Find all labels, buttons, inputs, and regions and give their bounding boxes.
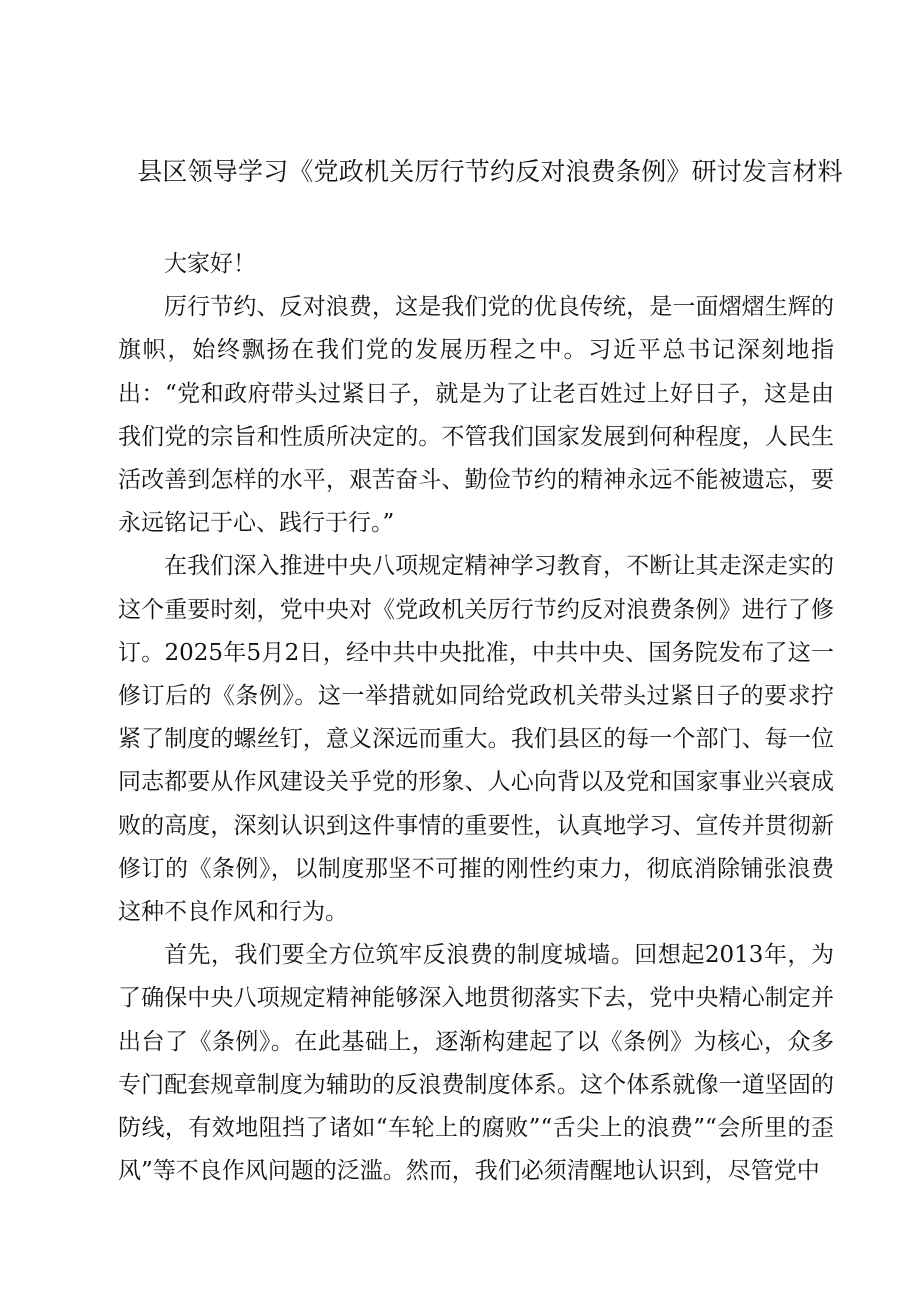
paragraph-3: 首先，我们要全方位筑牢反浪费的制度城墙。回想起2013年，为了确保中央八项规定精神能够深入地贯彻落实下去，党中央精心制定并出台了《条例》。在此基础上，逐渐构建起了以《条例》为核心，众多专门配套规章制度为辅助的反浪费制度体系。这个体系就像一道坚固的防线，有效地阻挡了诸如“车轮上的腐败”“舌尖上的浪费”“会所里的歪风”等不良作风问题的泛滥。然而，我们必须清醒地认识到，尽管党中: [118, 942, 834, 1185]
document-body: [118, 243, 834, 1193]
paragraph-1: 厉行节约、反对浪费，这是我们党的优良传统，是一面熠熠生辉的旗帜，始终飘扬在我们党的发展历程之中。习近平总书记深刻地指出：“党和政府带头过紧日子，就是为了让老百姓过上好日子，这是由我们党的宗旨和性质所决定的。不管我们国家发展到何种程度，人民生活改善到怎样的水平，艰苦奋斗、勤俭节约的精神永远不能被遗忘，要永远铭记于心、践行于行。”: [118, 294, 834, 537]
document-title: 县区领导学习《党政机关厉行节约反对浪费条例》研讨发言材料: [137, 157, 843, 186]
greeting: 大家好！: [164, 251, 256, 277]
paragraph-2: 在我们深入推进中央八项规定精神学习教育，不断让其走深走实的这个重要时刻，党中央对《党政机关厉行节约反对浪费条例》进行了修订。2025年5月2日，经中共中央批准，中共中央、国务院发布了这一修订后的《条例》。这一举措就如同给党政机关带头过紧日子的要求拧紧了制度的螺丝钉，意义深远而重大。我们县区的每一个部门、每一位同志都要从作风建设关乎党的形象、人心向背以及党和国家事业兴衰成败的高度，深刻认识到这件事情的重要性，认真地学习、宣传并贯彻新修订的《条例》，以制度那坚不可摧的刚性约束力，彻底消除铺张浪费这种不良作风和行为。: [118, 553, 834, 926]
